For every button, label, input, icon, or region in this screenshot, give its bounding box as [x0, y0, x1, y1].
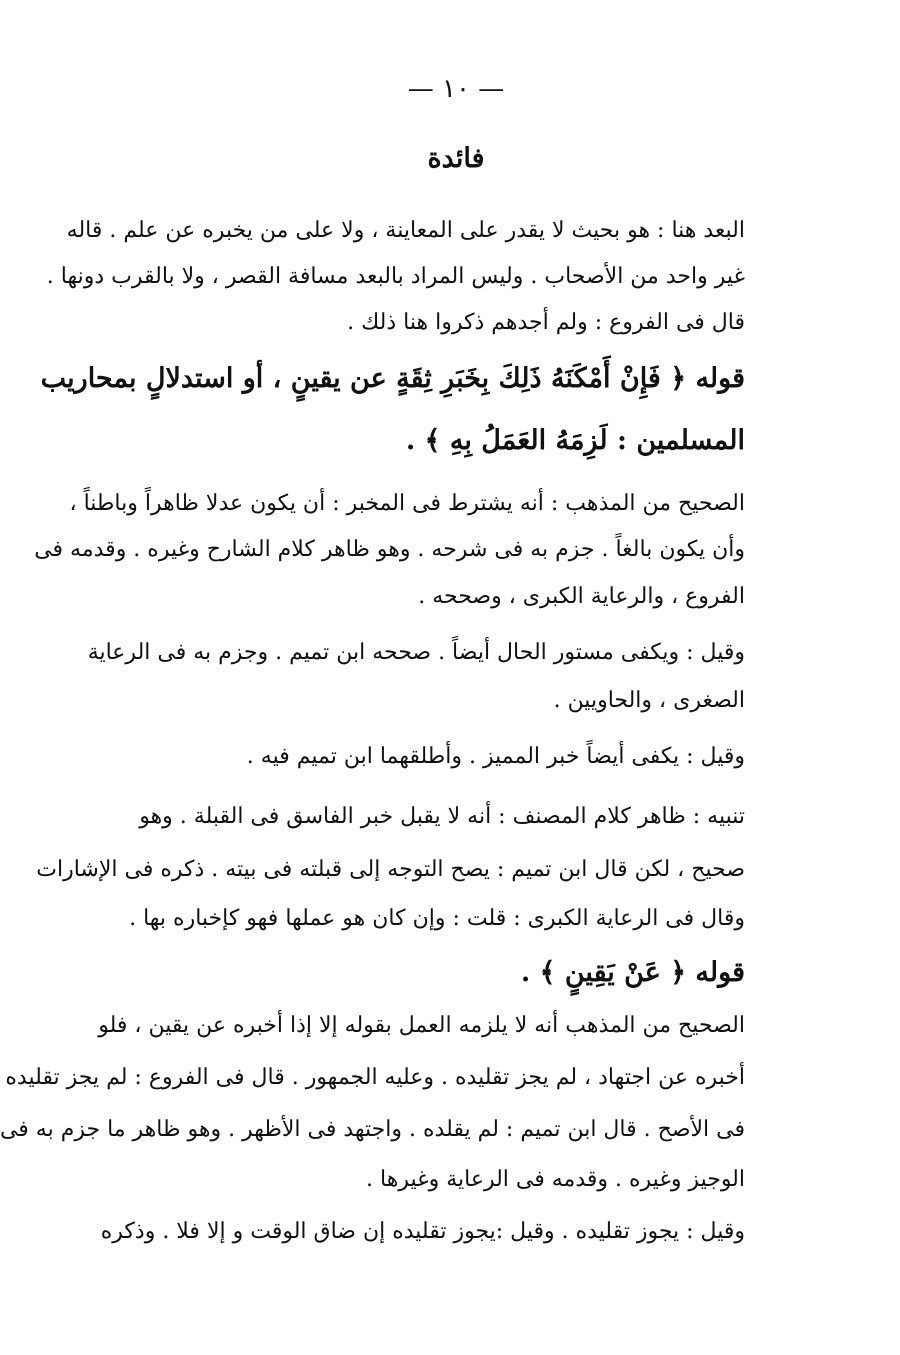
page-number: — ١٠ — — [407, 74, 505, 104]
text-line: صحيح ، لكن قال ابن تميم : يصح التوجه إلى قبلته فى بيته . ذكره فى الإشارات — [36, 857, 745, 882]
text-line: الصحيح من المذهب : أنه يشترط فى المخبر : أن يكون عدلا ظاهراً وباطناً ، — [69, 491, 745, 516]
text-line: وقيل : ويكفى مستور الحال أيضاً . صححه ابن تميم . وجزم به فى الرعاية — [87, 640, 745, 665]
text-line: غير واحد من الأصحاب . وليس المراد بالبعد مسافة القصر ، ولا بالقرب دونها . — [46, 264, 745, 289]
text-line: الصغرى ، والحاويين . — [553, 688, 745, 713]
quoted-text-line: قوله ﴿ فَإِنْ أَمْكَنَهُ ذَلِكَ بِخَبَرِ ثِقَةٍ عن يقينٍ ، أو استدلالٍ بمحاريب — [40, 363, 745, 394]
text-line: الوجيز وغيره . وقدمه فى الرعاية وغيرها . — [366, 1167, 745, 1192]
text-line: فى الأصح . قال ابن تميم : لم يقلده . واجتهد فى الأظهر . وهو ظاهر ما جزم به فى — [0, 1117, 745, 1142]
text-line: وقيل : يجوز تقليده . وقيل :يجوز تقليده إن ضاق الوقت و إلا فلا . وذكره — [100, 1219, 745, 1244]
text-line: وقال فى الرعاية الكبرى : قلت : وإن كان هو عملها فهو كإخباره بها . — [129, 906, 745, 931]
text-line: وقيل : يكفى أيضاً خبر المميز . وأطلقهما ابن تميم فيه . — [246, 744, 745, 769]
quoted-text-line: قوله ﴿ عَنْ يَقِينٍ ﴾ . — [520, 957, 745, 988]
text-line: البعد هنا : هو بحيث لا يقدر على المعاينة ، ولا على من يخبره عن علم . قاله — [66, 218, 745, 243]
text-line: أخبره عن اجتهاد ، لم يجز تقليده . وعليه الجمهور . قال فى الفروع : لم يجز تقليده — [5, 1065, 745, 1090]
quoted-text-line: المسلمين : لَزِمَهُ العَمَلُ بِهِ ﴾ . — [405, 425, 745, 456]
text-line: الفروع ، والرعاية الكبرى ، وصححه . — [418, 584, 745, 609]
text-line: الصحيح من المذهب أنه لا يلزمه العمل بقوله إلا إذا أخبره عن يقين ، فلو — [98, 1013, 745, 1038]
text-line: تنبيه : ظاهر كلام المصنف : أنه لا يقبل خبر الفاسق فى القبلة . وهو — [139, 804, 745, 829]
text-line: قال فى الفروع : ولم أجدهم ذكروا هنا ذلك . — [347, 310, 745, 335]
section-heading: فائدة — [427, 143, 485, 174]
text-line: وأن يكون بالغاً . جزم به فى شرحه . وهو ظاهر كلام الشارح وغيره . وقدمه فى — [34, 537, 745, 562]
